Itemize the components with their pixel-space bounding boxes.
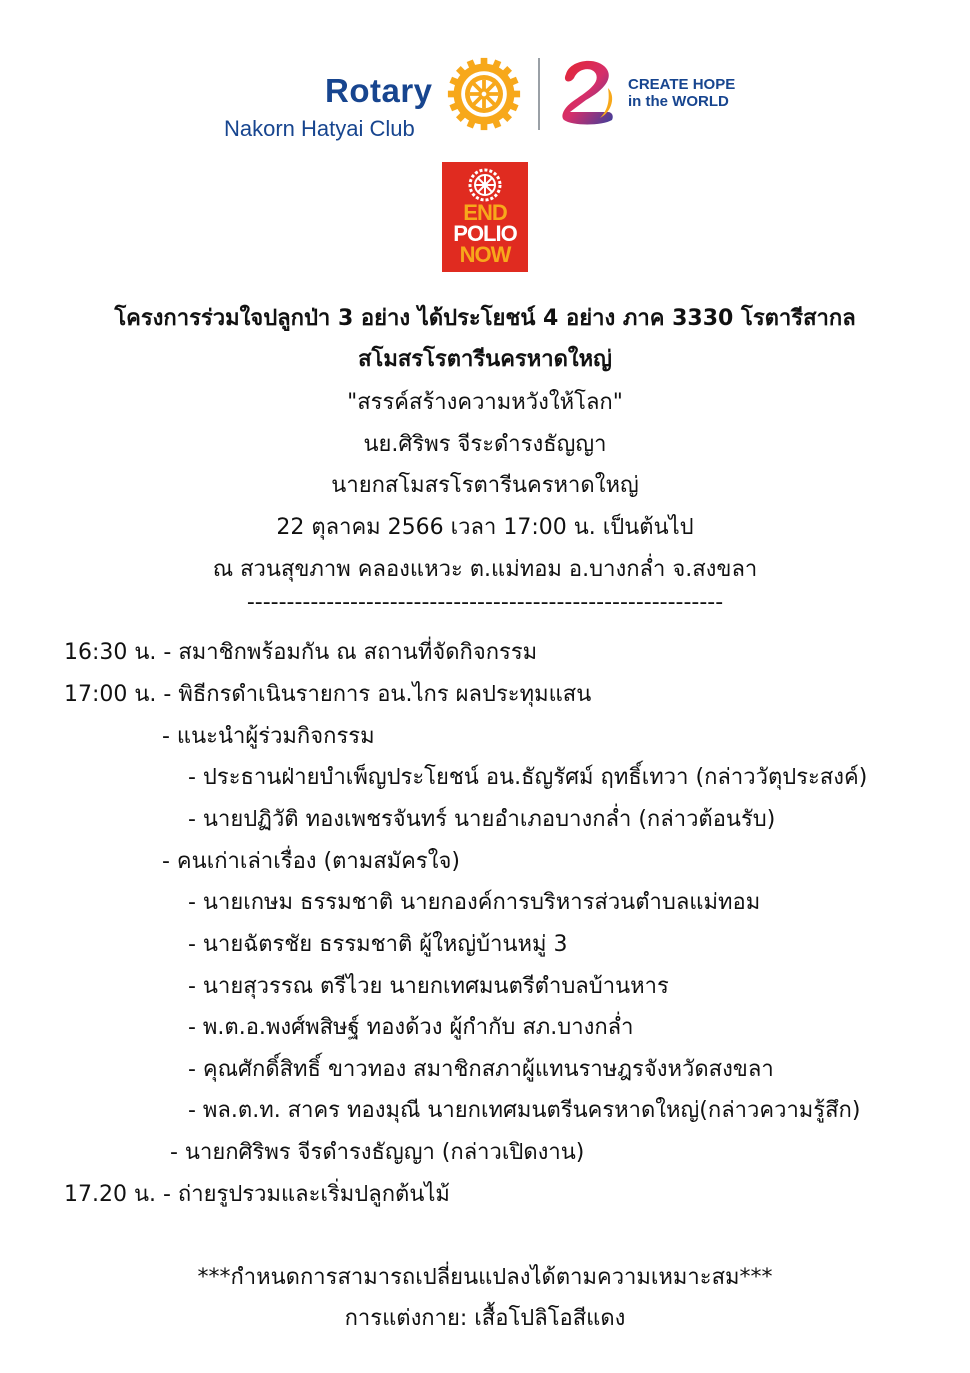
separator-line: ------------------------------------------------------------ bbox=[246, 590, 724, 615]
rotary-wheel-icon bbox=[446, 56, 522, 132]
schedule-item: 16:30 น. - สมาชิกพร้อมกัน ณ สถานที่จัดกิจกรรม bbox=[64, 640, 538, 665]
president-title: นายกสโมสรโรตารีนครหาดใหญ่ bbox=[331, 473, 639, 498]
schedule-change-note: ***กำหนดการสามารถเปลี่ยนแปลงได้ตามความเหมาะสม*** bbox=[197, 1265, 773, 1290]
schedule-item: - นายฉัตรชัย ธรรมชาติ ผู้ใหญ่บ้านหมู่ 3 bbox=[188, 932, 568, 957]
schedule-item: 17:00 น. - พิธีกรดำเนินรายการ อน.ไกร ผลประทุมแสน bbox=[64, 682, 592, 707]
schedule-item: - คุณศักดิ์สิทธิ์ ขาวทอง สมาชิกสภาผู้แทนราษฎรจังหวัดสงขลา bbox=[188, 1057, 774, 1082]
create-hope-logo-icon bbox=[556, 56, 620, 126]
schedule-item: - พ.ต.อ.พงศ์พสิษฐ์ ทองด้วง ผู้กำกับ สภ.บางกล่ำ bbox=[188, 1015, 634, 1040]
project-title: โครงการร่วมใจปลูกป่า 3 อย่าง ได้ประโยชน์ 4 อย่าง ภาค 3330 โรตารีสากล bbox=[114, 306, 856, 331]
schedule-item: - นายปฏิวัติ ทองเพชรจันทร์ นายอำเภอบางกล่ำ (กล่าวต้อนรับ) bbox=[188, 807, 776, 832]
theme-text: "สรรค์สร้างความหวังให้โลก" bbox=[347, 390, 623, 415]
event-location: ณ สวนสุขภาพ คลองแหวะ ต.แม่ทอม อ.บางกล่ำ จ.สงขลา bbox=[212, 557, 758, 582]
dress-code: การแต่งกาย: เสื้อโปลิโอสีแดง bbox=[344, 1306, 626, 1331]
schedule-item: - นายกศิริพร จีรดำรงธัญญา (กล่าวเปิดงาน) bbox=[170, 1140, 585, 1165]
schedule-item: - นายเกษม ธรรมชาติ นายกองค์การบริหารส่วนตำบลแม่ทอม bbox=[188, 890, 761, 915]
polio-line-end: END bbox=[463, 200, 507, 225]
club-title: สโมสรโรตารีนครหาดใหญ่ bbox=[358, 347, 612, 372]
slogan-line-1: CREATE HOPE bbox=[628, 76, 736, 93]
club-name: Nakorn Hatyai Club bbox=[224, 116, 415, 141]
event-datetime: 22 ตุลาคม 2566 เวลา 17:00 น. เป็นต้นไป bbox=[276, 515, 694, 540]
schedule-item: - พล.ต.ท. สาคร ทองมุณี นายกเทศมนตรีนครหาดใหญ่(กล่าวความรู้สึก) bbox=[188, 1098, 861, 1123]
schedule-item: - นายสุวรรณ ตรีไวย นายกเทศมนตรีตำบลบ้านหาร bbox=[188, 974, 669, 999]
president-name: นย.ศิริพร จีระดำรงธัญญา bbox=[363, 432, 607, 457]
end-polio-now-logo bbox=[442, 162, 528, 272]
create-hope-slogan bbox=[628, 76, 735, 110]
rotary-wordmark: Rotary bbox=[325, 72, 433, 109]
polio-rotary-wheel-icon bbox=[467, 167, 503, 203]
logo-divider bbox=[538, 58, 540, 130]
slogan-line-2: in the WORLD bbox=[628, 93, 729, 110]
schedule-item: 17.20 น. - ถ่ายรูปรวมและเริ่มปลูกต้นไม้ bbox=[64, 1182, 450, 1207]
polio-line-polio: POLIO bbox=[453, 221, 517, 246]
schedule-item: - แนะนำผู้ร่วมกิจกรรม bbox=[162, 724, 375, 749]
polio-line-now: NOW bbox=[459, 242, 511, 267]
schedule-item: - ประธานฝ่ายบำเพ็ญประโยชน์ อน.ธัญรัศม์ ฤทธิ์เทวา (กล่าววัตุประสงค์) bbox=[188, 765, 868, 790]
logo-header bbox=[0, 52, 970, 142]
schedule-item: - คนเก่าเล่าเรื่อง (ตามสมัครใจ) bbox=[162, 849, 460, 874]
